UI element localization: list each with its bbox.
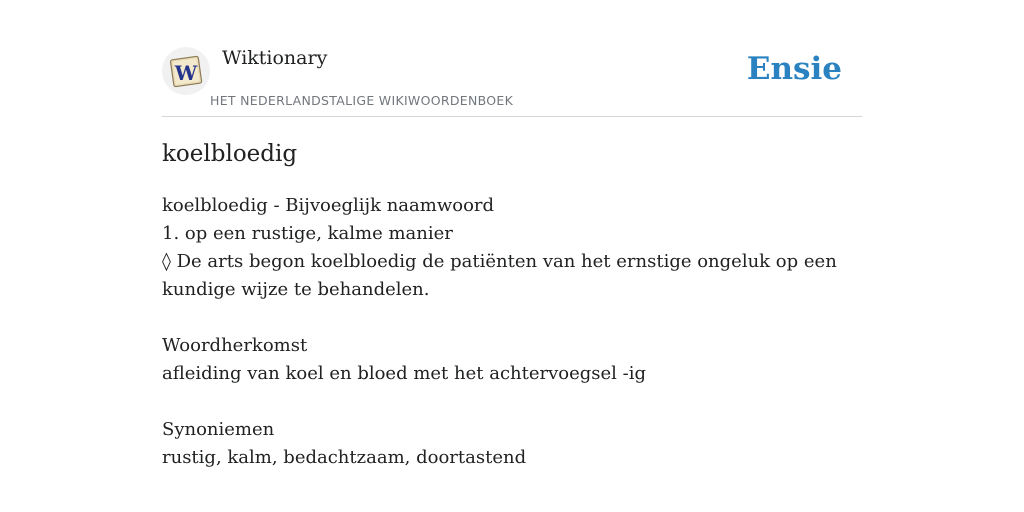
entry-body (162, 192, 862, 472)
site-tagline: HET NEDERLANDSTALIGE WIKIWOORDENBOEK (210, 93, 514, 108)
synonyms-text: rustig, kalm, bedachtzaam, doortastend (162, 447, 527, 468)
wiktionary-logo-icon[interactable] (162, 47, 210, 95)
spacer (162, 388, 862, 416)
page-title: koelbloedig (162, 141, 298, 167)
site-name[interactable]: Wiktionary (222, 47, 328, 69)
etymology-heading: Woordherkomst (162, 335, 308, 356)
synonyms-heading: Synoniemen (162, 419, 275, 440)
ensie-logo[interactable]: Ensie (746, 51, 842, 87)
page (162, 0, 862, 512)
spacer (162, 304, 862, 332)
site-header (162, 0, 862, 117)
svg-text:W: W (174, 61, 198, 85)
headword-line: koelbloedig - Bijvoeglijk naamwoord (162, 195, 495, 216)
example-sentence: ◊ De arts begon koelbloedig de patiënten van het ernstige ongeluk op een kundige wijze te behandelen. (162, 251, 837, 300)
definition: 1. op een rustige, kalme manier (162, 223, 453, 244)
etymology-text: afleiding van koel en bloed met het achtervoegsel -ig (162, 363, 647, 384)
